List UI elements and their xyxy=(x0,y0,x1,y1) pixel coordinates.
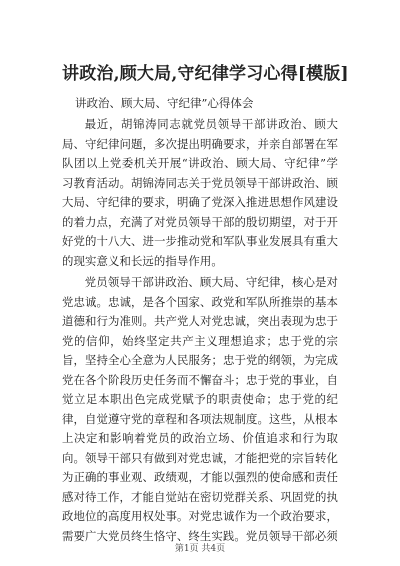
document-title: 讲政治,顾大局,守纪律学习心得[模版] xyxy=(62,64,349,84)
body-paragraph: 最近，胡锦涛同志就党员领导干部讲政治、顾大局、守纪律问题，多次提出明确要求，并亲自部署在军队团以上党委机关开展“讲政治、顾大局、守纪律”学习教育活动。胡锦涛同志关于党员领导干部讲政治、顾大局、守纪律的要求，明确了党深入推进思想作风建设的着力点，充满了对党员领导干部的殷切期望，对于开好党的十八大、进一步推动党和军队事业发展具有重大的现实意义和长远的指导作用。 xyxy=(62,117,338,268)
document-subtitle: 讲政治、顾大局、守纪律”心得体会 xyxy=(75,96,254,110)
page-number-footer: 第1页 共4页 xyxy=(174,544,226,554)
body-paragraph: 党员领导干部讲政治、顾大局、守纪律，核心是对党忠诚。忠诚，是各个国家、政党和军队所推崇的基本道德和行为准则。共产党人对党忠诚，突出表现为忠于党的信仰，始终坚定共产主义理想追求；忠于党的宗旨，坚持全心全意为人民服务；忠于党的纲领，为完成党在各个阶段历史任务而不懈奋斗；忠于党的事业，自觉立足本职出色完成党赋予的职责使命；忠于党的纪律，自觉遵守党的章程和各项法规制度。这些，从根本上决定和影响着党员的政治立场、价值追求和行为取向。领导干部只有做到对党忠诚，才能把党的宗旨转化为正确的事业观、政绩观，才能以强烈的使命感和责任感对待工作，才能自觉站在密切党群关系、巩固党的执政地位的高度用权处事。对党忠诚作为一个政治要求，需要广大党员终生恪守、终生实践。党员领导干部必须 xyxy=(62,275,338,543)
